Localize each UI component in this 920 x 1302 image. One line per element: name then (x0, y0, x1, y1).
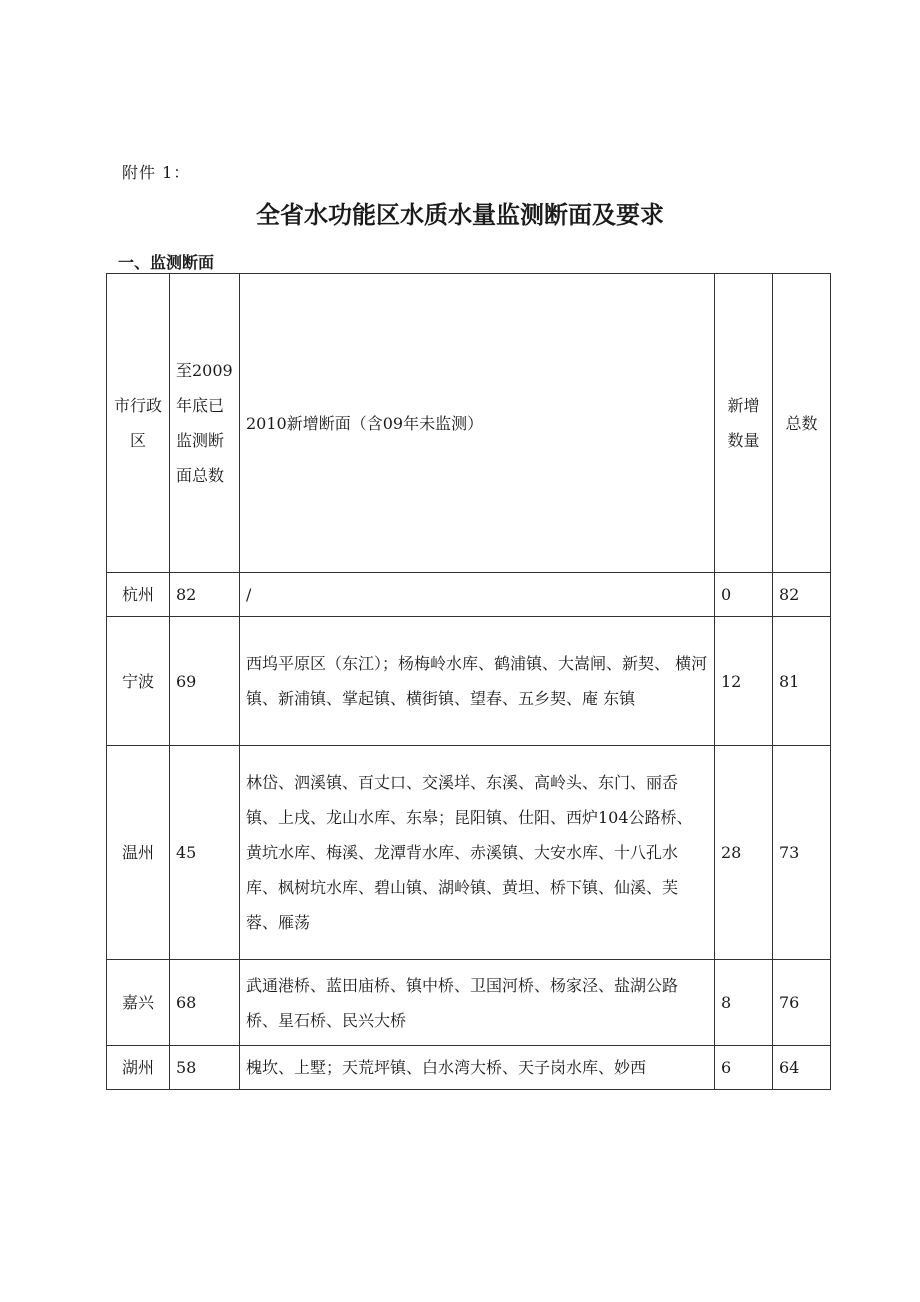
section-heading: 一、监测断面 (118, 253, 215, 272)
row-city: 湖州 (107, 1046, 170, 1090)
row-total: 81 (773, 617, 831, 746)
row-prev-total: 45 (170, 746, 240, 960)
row-new-count: 6 (715, 1046, 773, 1090)
row-new-sections: / (240, 573, 715, 617)
row-new-count: 0 (715, 573, 773, 617)
row-total: 76 (773, 960, 831, 1046)
row-city: 温州 (107, 746, 170, 960)
row-city: 宁波 (107, 617, 170, 746)
table-row (107, 573, 831, 617)
row-prev-total: 69 (170, 617, 240, 746)
table-header-row (107, 274, 831, 573)
row-new-count: 12 (715, 617, 773, 746)
header-new-count: 新增数量 (715, 274, 773, 573)
header-city: 市行政区 (107, 274, 170, 573)
row-total: 82 (773, 573, 831, 617)
row-city: 杭州 (107, 573, 170, 617)
row-total: 64 (773, 1046, 831, 1090)
row-new-sections: 西坞平原区（东江）；杨梅岭水库、鹤浦镇、大嵩闸、新契、 横河镇、新浦镇、掌起镇、横街镇、望春、五乡契、庵 东镇 (240, 617, 715, 746)
table-row (107, 1046, 831, 1090)
table-row (107, 617, 831, 746)
monitoring-sections-table (106, 273, 831, 1090)
table-row (107, 746, 831, 960)
header-new-sections: 2010新增断面（含09年未监测） (240, 274, 715, 573)
row-prev-total: 82 (170, 573, 240, 617)
header-prev-total: 至2009年底已监测断面总数 (170, 274, 240, 573)
row-new-count: 8 (715, 960, 773, 1046)
table-row (107, 960, 831, 1046)
row-prev-total: 68 (170, 960, 240, 1046)
row-total: 73 (773, 746, 831, 960)
row-city: 嘉兴 (107, 960, 170, 1046)
header-total: 总数 (773, 274, 831, 573)
document-title: 全省水功能区水质水量监测断面及要求 (256, 201, 664, 229)
row-new-sections: 武通港桥、蓝田庙桥、镇中桥、卫国河桥、杨家泾、盐湖公路桥、星石桥、民兴大桥 (240, 960, 715, 1046)
row-new-sections: 槐坎、上墅；天荒坪镇、白水湾大桥、天子岗水库、妙西 (240, 1046, 715, 1090)
annex-label: 附件 1： (122, 163, 191, 182)
row-prev-total: 58 (170, 1046, 240, 1090)
row-new-count: 28 (715, 746, 773, 960)
row-new-sections: 林岱、泗溪镇、百丈口、交溪垟、东溪、高岭头、东门、丽岙镇、上戌、龙山水库、东皋；昆阳镇、仕阳、西炉104公路桥、黄坑水库、梅溪、龙潭背水库、赤溪镇、大安水库、十八孔水库、枫树坑水库、碧山镇、湖岭镇、黄坦、桥下镇、仙溪、芙蓉、雁荡 (240, 746, 715, 960)
